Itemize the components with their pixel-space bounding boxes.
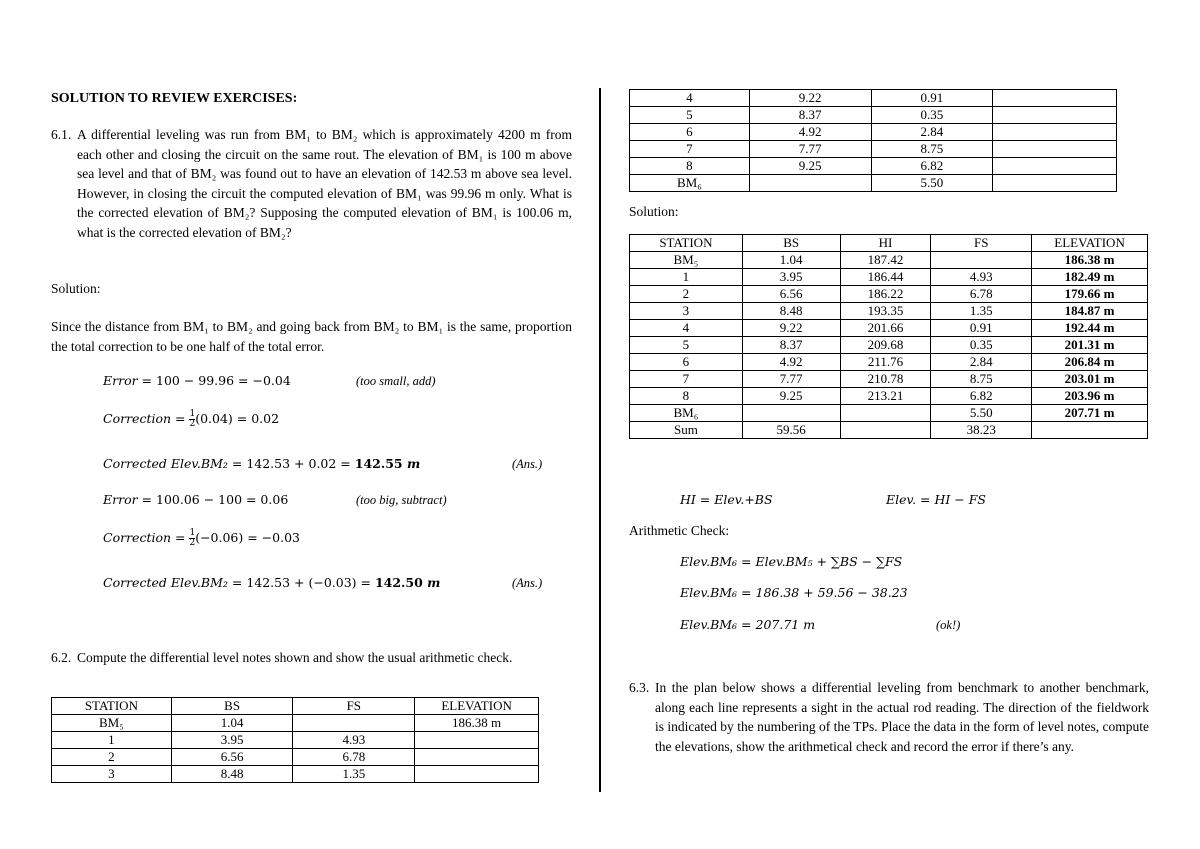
table-row: 5 8.37 0.35: [630, 107, 1117, 124]
solution-table: [629, 234, 1148, 439]
table-row: 6 4.92 2.84: [630, 124, 1117, 141]
page-title: SOLUTION TO REVIEW EXERCISES:: [51, 91, 298, 106]
equation-note: (too small, add): [356, 374, 436, 388]
exercise-number: 6.2.: [51, 650, 72, 665]
equation-correction-1: Correction = $\frac{1}{2}$ (0.04) = 0.02: [103, 409, 280, 429]
table-row: 8 9.25 213.21 6.82 203.96 m: [630, 388, 1148, 405]
answer-note: (Ans.): [512, 576, 543, 590]
table-row: 1 3.95 186.44 4.93 182.49 m: [630, 269, 1148, 286]
table-sum-row: Sum 59.56 38.23: [630, 422, 1148, 439]
explanation-text: Since the distance from BM₁ to BM₂ and going back from BM₂ to BM₁ is the same, proportion the total correction to be one half of the total error.: [51, 319, 572, 354]
table-row: 8 9.25 6.82: [630, 158, 1117, 175]
formula-elev: Elev. = HI − FS: [886, 492, 986, 507]
equation-note: (too big, subtract): [356, 493, 447, 507]
table-row: 7 7.77 8.75: [630, 141, 1117, 158]
table-row: 6 4.92 211.76 2.84 206.84 m: [630, 354, 1148, 371]
exercise-6-2: [51, 648, 572, 668]
check-equation: Elev.BM₆ = 207.71 m: [680, 617, 816, 632]
exercise-6-1: [51, 125, 572, 242]
table-row: 2 6.56 186.22 6.78 179.66 m: [630, 286, 1148, 303]
exercise-text: In the plan below shows a differential leveling from benchmark to another benchmark, along each line represents a sight in the actual rod reading. The direction of the fieldwork is indicated by the numbering of the TPs. Place the data in the form of level notes, compute the elevations, show the arithmetical check and record the error if there’s any.: [655, 680, 1149, 754]
table-header-row: STATION BS HI FS ELEVATION: [630, 235, 1148, 252]
table-row: BM₆ 5.50 207.71 m: [630, 405, 1148, 422]
check-equation: Elev.BM₆ = 186.38 + 59.56 − 38.23: [680, 585, 908, 600]
level-notes-table: [51, 697, 539, 783]
table-header-row: STATION BS FS ELEVATION: [52, 698, 539, 715]
table-row: 3 8.48 193.35 1.35 184.87 m: [630, 303, 1148, 320]
equation-correction-2: Correction = $\frac{1}{2}$ (−0.06) = −0.03: [103, 528, 300, 548]
check-ok-note: (ok!): [936, 618, 961, 632]
column-divider: [599, 88, 601, 792]
formula-hi: HI = Elev.+BS: [680, 492, 773, 507]
table-row: 5 8.37 209.68 0.35 201.31 m: [630, 337, 1148, 354]
table-row: BM₅ 1.04 187.42 186.38 m: [630, 252, 1148, 269]
exercise-6-3: [629, 678, 1149, 756]
table-row: BM₅ 1.04 186.38 m: [52, 715, 539, 732]
arithmetic-check-label: Arithmetic Check:: [629, 523, 730, 538]
table-row: 4 9.22 201.66 0.91 192.44 m: [630, 320, 1148, 337]
table-row: 2 6.56 6.78: [52, 749, 539, 766]
solution-label: Solution:: [629, 204, 679, 219]
level-notes-table-continued: [629, 89, 1117, 192]
equation-error-2: Error = 100.06 − 100 = 0.06: [103, 492, 289, 507]
equation-error-1: Error = 100 − 99.96 = −0.04: [103, 373, 291, 388]
table-row: 7 7.77 210.78 8.75 203.01 m: [630, 371, 1148, 388]
exercise-number: 6.3.: [629, 680, 650, 695]
equation-corrected-2: Corrected Elev.BM₂ = 142.53 + (−0.03) = 142.50 m: [103, 575, 441, 590]
table-row: BM₆ 5.50: [630, 175, 1117, 192]
exercise-text: Compute the differential level notes shown and show the usual arithmetic check.: [77, 650, 513, 665]
exercise-number: 6.1.: [51, 127, 72, 142]
check-equation: Elev.BM₆ = Elev.BM₅ + ∑BS − ∑FS: [680, 554, 903, 569]
table-row: 3 8.48 1.35: [52, 766, 539, 783]
answer-note: (Ans.): [512, 457, 543, 471]
exercise-text: A differential leveling was run from BM₁ to BM₂ which is approximately 4200 m from each other and closing the circuit on the same rout. The elevation of BM₁ is 100 m above sea level and that of BM₂ was found out to have an elevation of 142.53 m above sea level. However, in closing the circuit the computed elevation of BM₁ was 99.96 m only. What is the corrected elevation of BM₂? Supposing the computed elevation of BM₁ is 100.06 m, what is the corrected elevation of BM₂?: [77, 127, 572, 240]
equation-corrected-1: Corrected Elev.BM₂ = 142.53 + 0.02 = 142.55 m: [103, 456, 421, 471]
table-row: 4 9.22 0.91: [630, 90, 1117, 107]
solution-label: Solution:: [51, 281, 101, 296]
table-row: 1 3.95 4.93: [52, 732, 539, 749]
